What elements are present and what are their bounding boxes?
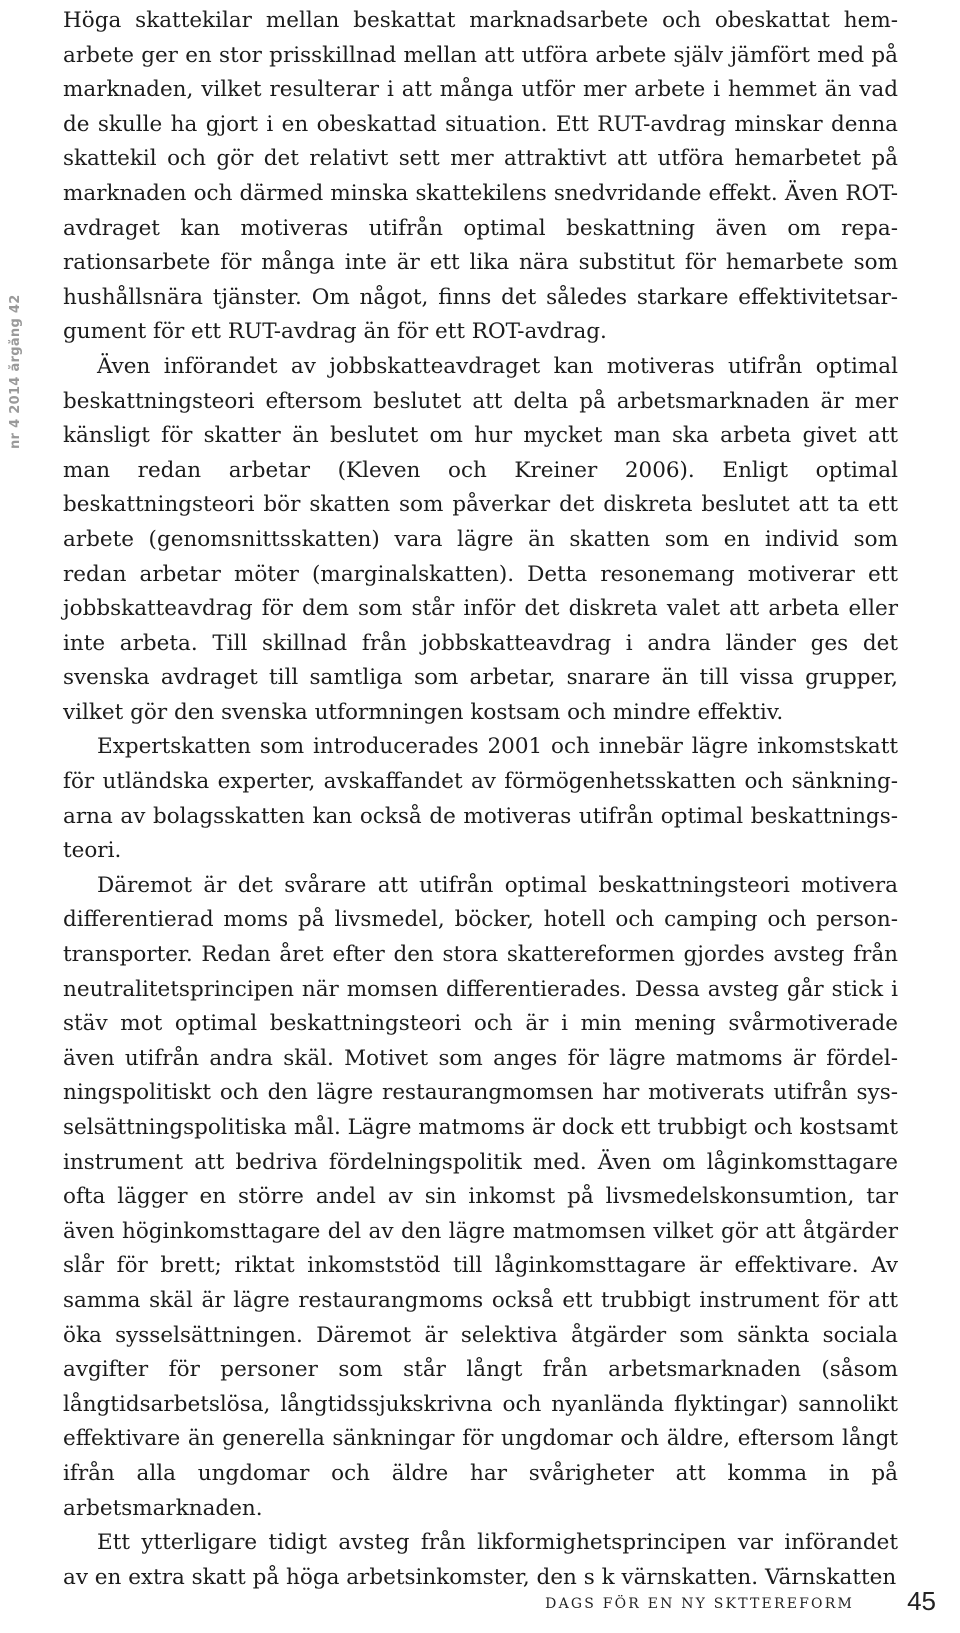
page-number: 45 — [907, 1586, 936, 1616]
issue-sidebar-label: nr 4 2014 årgång 42 — [8, 294, 23, 450]
paragraph-differentierad-moms: Däremot är det svårare att utifrån optimal beskattningsteori motivera differentierad moms på livsmedel, böcker, hotell och camping och persontransporter. Redan året efter den stora skattereformen gjordes avsteg från neutralitetsprincipen när momsen differentierades. Dessa avsteg går stick i stäv mot optimal beskattningsteori och är i min mening svårmotiverade även utifrån andra skäl. Motivet som anges för lägre matmoms är fördelningspolitiskt och den lägre restaurangmomsen har motiverats utifrån sysselsättningspolitiska mål. Lägre matmoms är dock ett trubbigt och kostsamt instrument att bedriva fördelningspolitik med. Även om låginkomsttagare ofta lägger en större andel av sin inkomst på livsmedelskonsumtion, tar även höginkomsttagare del av den lägre matmomsen vilket gör att åtgärder slår för brett; riktat inkomststöd till låginkomsttagare är effektivare. Av samma skäl är lägre restaurangmoms också ett trubbigt instrument för att öka sysselsättningen. Däremot är selektiva åtgärder som sänkta sociala avgifter för personer som står långt från arbetsmarknaden (såsom långtidsarbetslösa, långtidssjukskrivna och nyanlända flyktingar) sannolikt effektivare än generella sänkningar för ungdomar och äldre, eftersom långt ifrån alla ungdomar och äldre har svårigheter att komma in på arbetsmarknaden. — [63, 872, 898, 1521]
paragraph-jobbskatteavdrag: Även införandet av jobbskatteavdraget kan motiveras utifrån optimal beskattningsteori eftersom beslutet att delta på arbetsmarknaden är mer känsligt för skatter än beslutet om hur mycket man ska arbeta givet att man redan arbetar (Kleven och Kreiner 2006). Enligt optimal beskattningsteori bör skatten som påverkar det diskreta beslutet att ta ett arbete (genomsnittsskatten) vara lägre än skatten som en individ som redan arbetar möter (marginalskatten). Detta resonemang motiverar ett jobbskatteavdrag för dem som står inför det diskreta valet att arbeta eller inte arbeta. Till skillnad från jobbskatteavdrag i andra länder ges det svenska avdraget till samtliga som arbetar, snarare än till vissa grupper, vilket gör den svenska utformningen kostsam och mindre effektiv. — [63, 353, 898, 725]
article-body — [63, 4, 898, 1595]
paragraph-expertskatten: Expertskatten som introducerades 2001 och innebär lägre inkomstskatt för utländska experter, avskaffandet av förmögenhetsskatten och sänkningarna av bolagsskatten kan också de motiveras utifrån optimal beskattningsteori. — [63, 734, 898, 864]
running-title: DAGS FÖR EN NY SKTTEREFORM — [545, 1596, 854, 1612]
paragraph-rut-rot: Höga skattekilar mellan beskattat marknadsarbete och obeskattat hemarbete ger en stor prisskillnad mellan att utföra arbete själv jämfört med på marknaden, vilket resulterar i att många utför mer arbete i hemmet än vad de skulle ha gjort i en obeskattad situation. Ett RUT-avdrag minskar denna skattekil och gör det relativt sett mer attraktivt att utföra hemarbetet på marknaden och därmed minska skattekilens snedvridande effekt. Även ROT-avdraget kan motiveras utifrån optimal beskattning även om reparationsarbete för många inte är ett lika nära substitut för hemarbete som hushållsnära tjänster. Om något, finns det således starkare effektivitetsargument för ett RUT-avdrag än för ett ROT-avdrag. — [63, 8, 898, 345]
page-footer — [545, 1586, 940, 1620]
paragraph-varnskatten: Ett ytterligare tidigt avsteg från likformighetsprincipen var införandet av en extra skatt på höga arbetsinkomster, den s k värnskatten. Värnskatten — [63, 1530, 898, 1590]
